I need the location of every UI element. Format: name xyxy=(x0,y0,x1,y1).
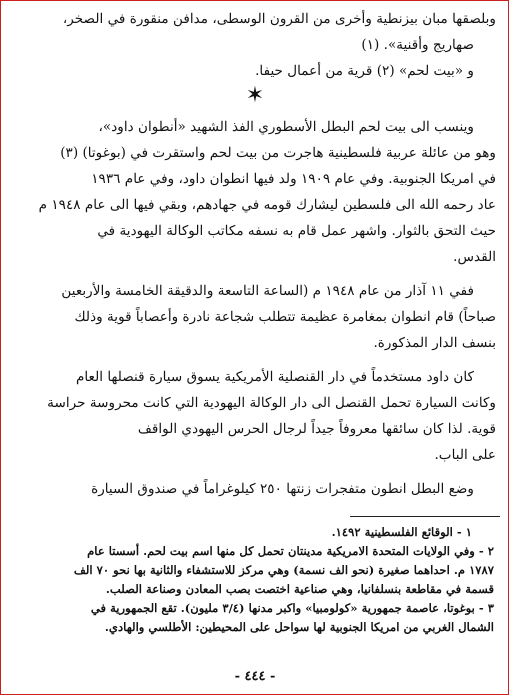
footnote-line: ٢ - وفي الولايات المتحدة الامريكية مدينتان تحمل كل منها اسم بيت لحم. أسستا عام xyxy=(87,544,494,558)
text-line: وضع البطل انطون متفجرات زنتها ٢٥٠ كيلوغراماً في صندوق السيارة xyxy=(91,481,474,497)
text-line: وينسب الى بيت لحم البطل الأسطوري الفذ الشهيد «أنطوان داود»، xyxy=(98,119,474,135)
text-line: قوية. لذا كان سائقها معروفاً جيداً لرجال الحرس اليهودي الواقف xyxy=(137,421,496,437)
section-separator-star-icon: ✶ xyxy=(245,83,265,108)
text-line: في امريكا الجنوبية. وفي عام ١٩٠٩ ولد فيها انطوان داود، وفي عام ١٩٣٦ xyxy=(91,171,496,187)
footnote-line: قسمة في مقاطعة بنسلفانيا، وهي صناعية اختصت بصب المعادن وصناعة الصلب. xyxy=(105,582,494,596)
paragraph-4 xyxy=(10,278,500,356)
paragraph-6 xyxy=(10,476,500,502)
paragraph-1 xyxy=(10,6,500,58)
text-line: على الباب. xyxy=(434,447,496,463)
document-page xyxy=(10,6,500,688)
text-line: وبلصقها مبان بيزنطية وأخرى من القرون الوسطى، مدافن منقورة في الصخر، xyxy=(62,11,496,27)
text-line: صهاريج وأقنية». (١) xyxy=(361,37,474,53)
footnote-line: ١ - الوقائع الفلسطينية ١٤٩٢. xyxy=(331,525,472,539)
text-line: كان داود مستخدماً في دار القنصلية الأمريكية يسوق سيارة قنصلها العام xyxy=(75,369,474,385)
paragraph-3 xyxy=(10,114,500,270)
text-line: عاد رحمه الله الى فلسطين ليشارك قومه في جهادهم، وبقي فيها الى عام ١٩٤٨ م xyxy=(38,197,496,213)
text-line: ففي ١١ آذار من عام ١٩٤٨ م (الساعة التاسعة والدقيقة الخامسة والأربعين xyxy=(61,283,474,299)
footnote-line: الشمال الغربي من امريكا الجنوبية لها سواحل على المحيطين: الأطلسي والهادي. xyxy=(104,620,494,634)
text-line: و «بيت لحم» (٢) قرية من أعمال حيفا. xyxy=(255,63,474,79)
text-line: صباحاً) قام انطوان بمغامرة عظيمة تتطلب شجاعة نادرة وأعصاباً قوية وذلك xyxy=(74,309,496,325)
text-line: حيث التحق بالثوار. واشهر عمل قام به نسفه مكاتب الوكالة اليهودية في xyxy=(97,223,496,239)
page-number: - ٤٤٤ - xyxy=(234,669,276,684)
paragraph-5 xyxy=(10,364,500,468)
text-line: القدس. xyxy=(453,249,496,265)
paragraph-2 xyxy=(10,58,500,84)
footnote-line: ٣ - بوغوتا، عاصمة جمهورية «كولومبيا» واكبر مدنها (٣/٤ مليون). تقع الجمهورية في xyxy=(90,601,494,615)
text-line: وهو من عائلة عربية فلسطينية هاجرت من بيت لحم واستقرت في (بوغوتا) (٣) xyxy=(60,145,496,161)
footnote-line: ١٧٨٧ م. احداهما صغيرة (نحو الف نسمة) وهي مركز للاستشفاء والثانية بها نحو ٧٠ الف xyxy=(73,563,494,577)
footnote-divider xyxy=(350,516,500,517)
footnotes xyxy=(10,523,500,637)
text-line: وكانت السيارة تحمل القنصل الى دار الوكالة اليهودية التي كانت محروسة حراسة xyxy=(47,395,496,411)
text-line: بنسف الدار المذكورة. xyxy=(373,335,496,351)
